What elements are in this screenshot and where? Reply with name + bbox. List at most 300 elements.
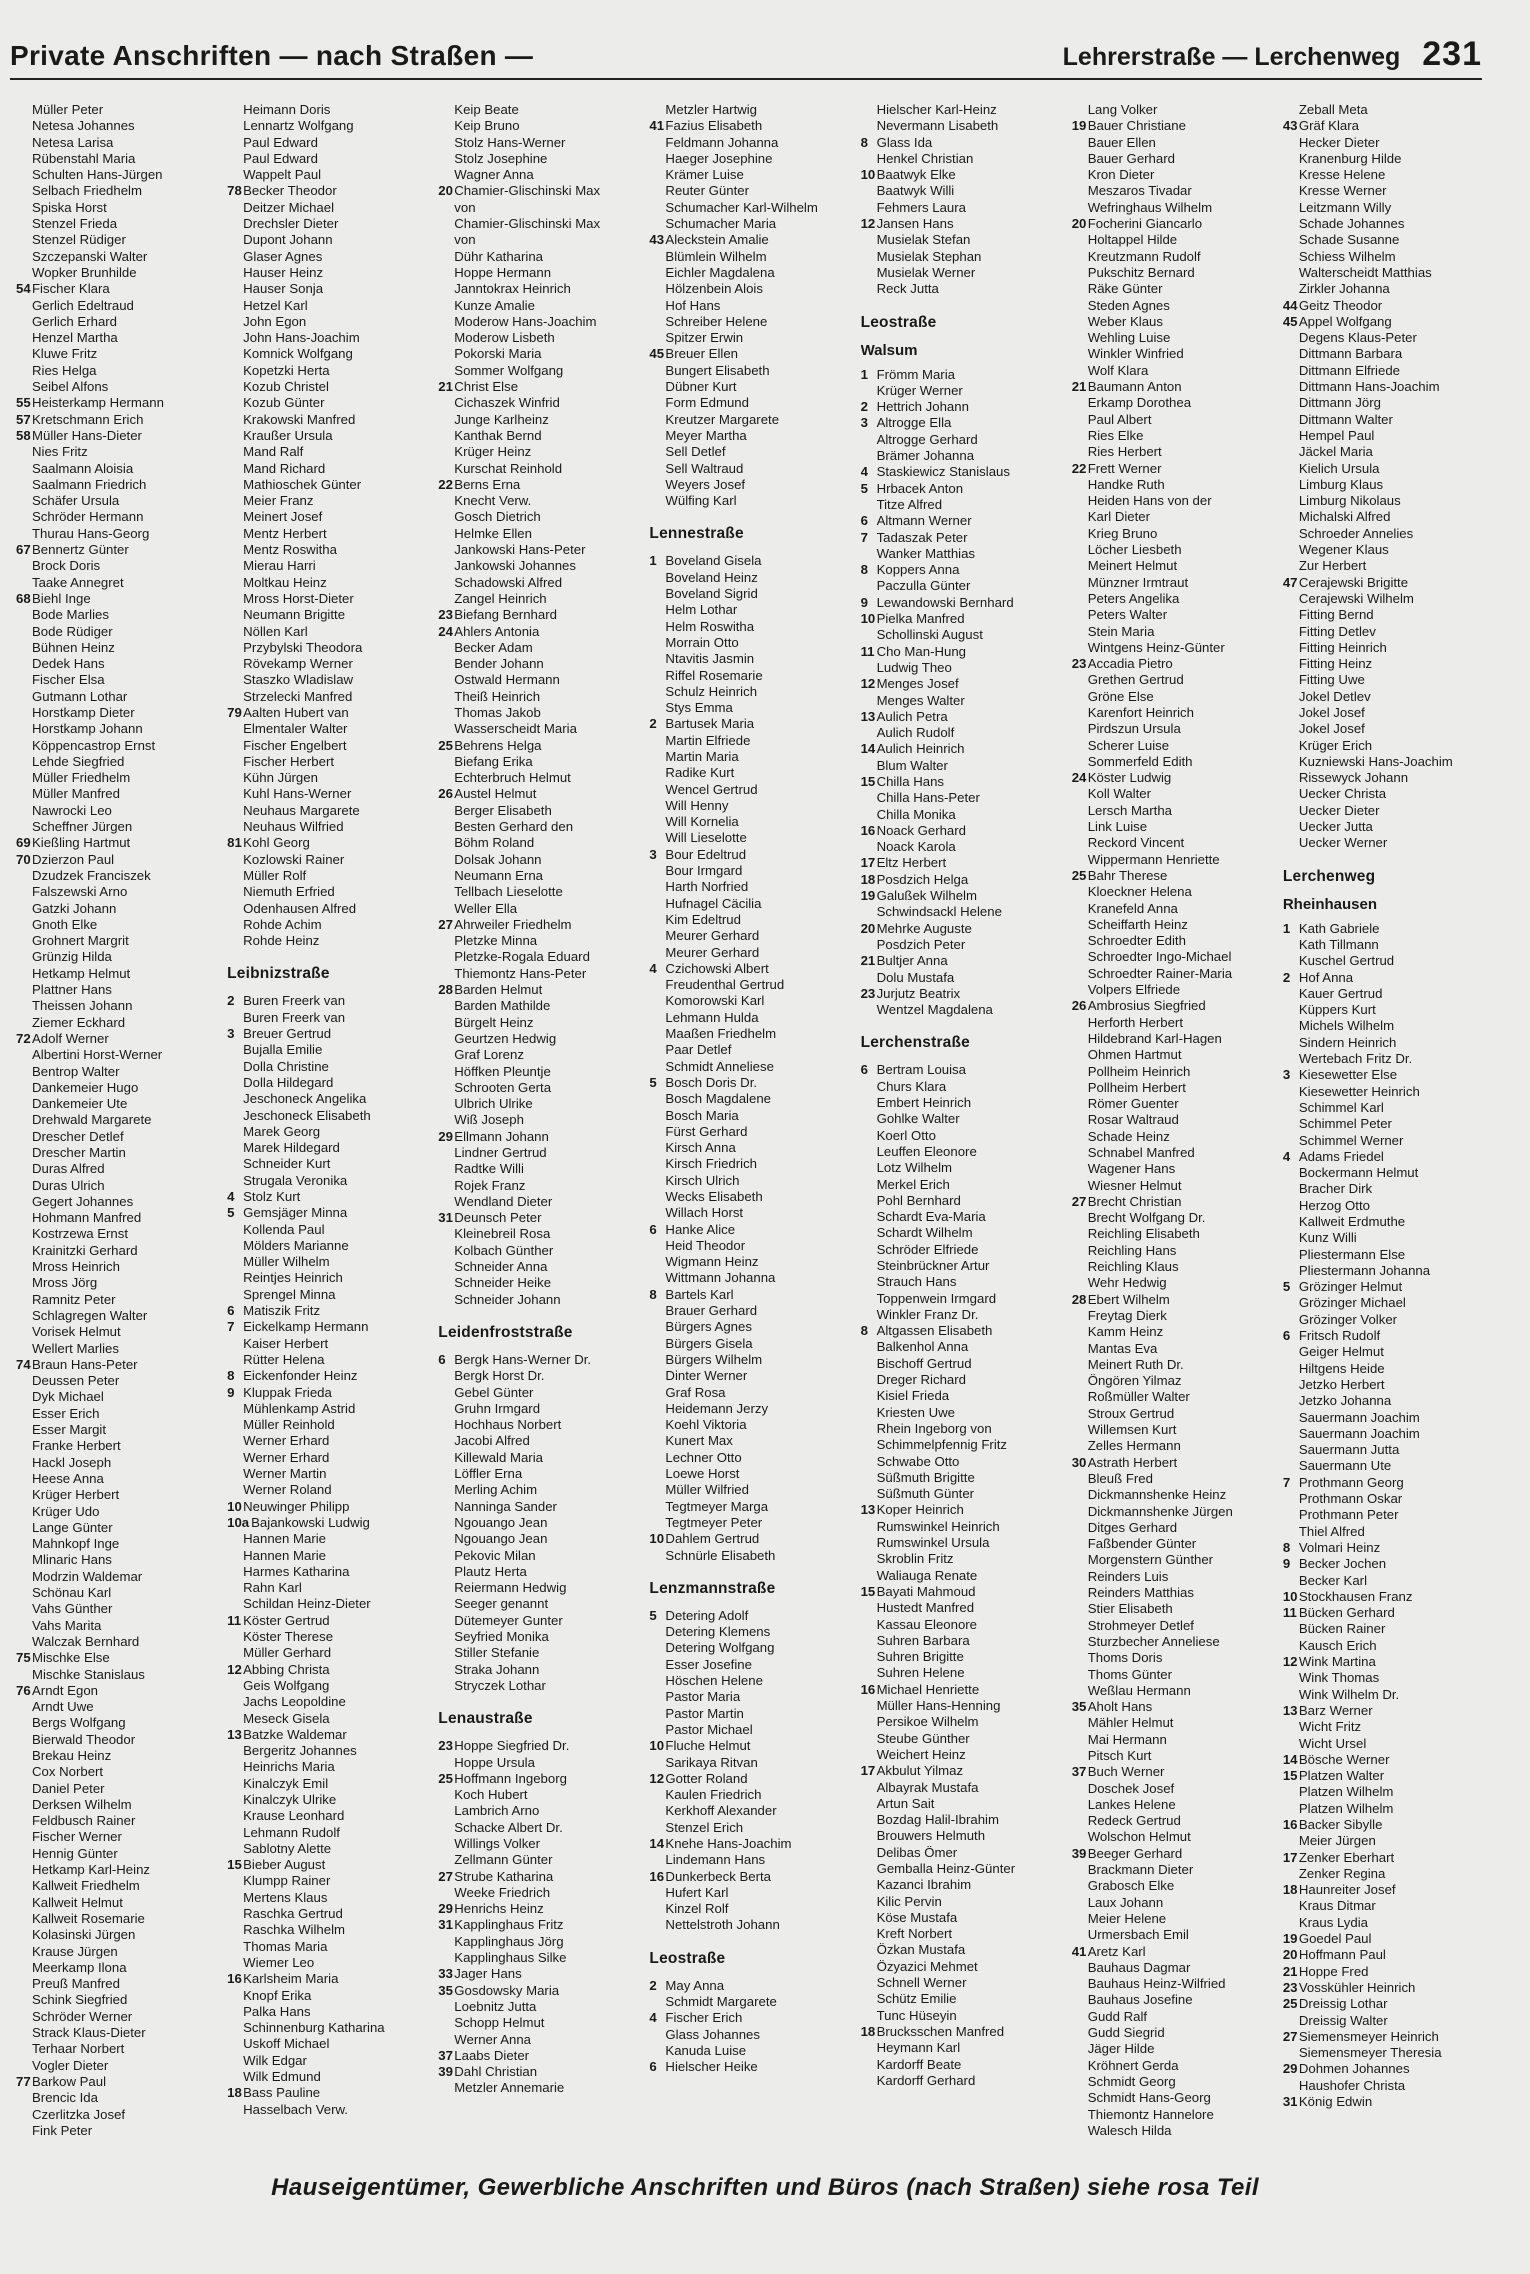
list-item (649, 1836, 852, 1852)
resident-name: Schwabe Otto (876, 1453, 960, 1469)
house-number (227, 1694, 243, 1710)
house-number (16, 265, 32, 281)
house-number (861, 1991, 877, 2007)
house-number (1072, 135, 1088, 151)
resident-name: Gebel Günter (454, 1384, 534, 1400)
list-item (1283, 281, 1486, 297)
house-number: 10 (649, 1738, 665, 1754)
house-number: 70 (16, 851, 31, 867)
list-item (16, 1618, 219, 1634)
house-number: 23 (438, 1738, 453, 1754)
list-item (1072, 1275, 1275, 1291)
list-item (1283, 803, 1486, 819)
resident-name: Michalski Alfred (1298, 509, 1391, 525)
house-number (1072, 901, 1088, 917)
resident-name: Schröder Elfriede (876, 1241, 979, 1257)
resident-name: Ngouango Jean (454, 1514, 548, 1530)
resident-name: Pastor Martin (665, 1705, 744, 1721)
list-item (649, 1336, 852, 1352)
resident-name: Heymann Karl (876, 2040, 961, 2056)
house-number (649, 151, 665, 167)
list-item (16, 575, 219, 591)
resident-name: Blum Walter (876, 757, 948, 773)
resident-name: Duras Ulrich (32, 1177, 105, 1193)
house-number (649, 1450, 665, 1466)
house-number (649, 1548, 665, 1564)
house-number (1072, 1438, 1088, 1454)
resident-name: Sindern Heinrich (1298, 1034, 1397, 1050)
list-item (1072, 542, 1275, 558)
house-number (1283, 953, 1299, 969)
list-item (649, 553, 852, 569)
house-number: 54 (16, 281, 31, 297)
house-number (861, 1372, 877, 1388)
resident-name: Brämer Johanna (876, 448, 975, 464)
resident-name: Schnell Werner (876, 1975, 967, 1991)
house-number (1072, 1715, 1088, 1731)
house-number (438, 1662, 454, 1678)
list-item (1072, 200, 1275, 216)
resident-name: Schiess Wilhelm (1298, 248, 1396, 264)
resident-name: Mölders Marianne (243, 1237, 349, 1253)
list-item (16, 102, 219, 118)
house-number (649, 2027, 665, 2043)
resident-name: Martin Maria (665, 748, 739, 764)
house-number (227, 1825, 243, 1841)
resident-name: Sommer Wolfgang (454, 362, 564, 378)
resident-name: Räke Günter (1087, 281, 1163, 297)
list-item (649, 1901, 852, 1917)
house-number (227, 395, 243, 411)
street-heading: Lerchenweg (1282, 867, 1376, 885)
resident-name: Dühr Katharina (454, 248, 543, 264)
house-number: 15 (1282, 1768, 1298, 1784)
resident-name: Kunze Amalie (454, 297, 535, 313)
house-number (227, 232, 243, 248)
resident-name: Werner Martin (243, 1466, 327, 1482)
resident-name: Rübenstahl Maria (32, 150, 136, 166)
house-number (227, 721, 243, 737)
house-number (1072, 363, 1088, 379)
house-number (1283, 937, 1299, 953)
resident-name: Brock Doris (32, 558, 101, 574)
list-item (1072, 1064, 1275, 1080)
list-item (649, 118, 852, 134)
list-item (16, 624, 219, 640)
house-number (1072, 2041, 1088, 2057)
resident-name: Vogler Dieter (32, 2057, 109, 2073)
resident-name: Schroedter Edith (1087, 933, 1186, 949)
resident-name: Koll Walter (1087, 786, 1151, 802)
house-number (1283, 1116, 1299, 1132)
house-number (227, 868, 243, 884)
house-number (16, 493, 32, 509)
list-item (649, 216, 852, 232)
resident-name: Pielka Manfred (876, 611, 965, 627)
house-number (861, 432, 877, 448)
list-item (227, 738, 430, 754)
list-item (1072, 1911, 1275, 1927)
list-item (16, 656, 219, 672)
resident-name: Stolz Josephine (454, 150, 548, 166)
list-item (1072, 1455, 1275, 1471)
resident-name: Dunkerbeck Berta (665, 1868, 771, 1884)
list-item (16, 1878, 219, 1894)
resident-name: Braun Hans-Peter (32, 1356, 138, 1372)
resident-name: Faßbender Günter (1087, 1536, 1197, 1552)
resident-name: Wagener Hans (1087, 1161, 1176, 1177)
resident-name: Dütemeyer Gunter (454, 1612, 563, 1628)
resident-name: Müller Wilfried (665, 1482, 749, 1498)
resident-name: Plattner Hans (32, 982, 112, 998)
house-number (227, 1922, 243, 1938)
list-item (1072, 1601, 1275, 1617)
house-number (649, 200, 665, 216)
house-number: 72 (16, 1030, 31, 1046)
list-item (1283, 1279, 1486, 1295)
resident-name: Deussen Peter (32, 1373, 120, 1389)
house-number (16, 1292, 32, 1308)
resident-name: Staszko Wladislaw (243, 672, 354, 688)
resident-name: Siemensmeyer Theresia (1298, 2045, 1442, 2061)
house-number: 20 (438, 183, 453, 199)
resident-name: Komnick Wolfgang (243, 346, 353, 362)
list-item (16, 1650, 219, 1666)
list-item (16, 1634, 219, 1650)
house-number (1072, 1504, 1088, 1520)
house-number: 25 (438, 1770, 453, 1786)
house-number (1072, 1976, 1088, 1992)
house-number (1283, 216, 1299, 232)
house-number: 4 (649, 2010, 657, 2026)
house-number (861, 1519, 877, 1535)
list-item (438, 526, 641, 542)
resident-name: Nies Fritz (32, 444, 88, 460)
resident-name: Prothmann Peter (1298, 1507, 1399, 1523)
resident-name: Kreutzer Margarete (665, 411, 780, 427)
resident-name: Kirsch Ulrich (665, 1172, 740, 1188)
resident-name: Mentz Roswitha (243, 542, 337, 558)
resident-name: Raschka Wilhelm (243, 1922, 346, 1938)
house-number (1283, 607, 1299, 623)
list-item (1072, 232, 1275, 248)
resident-name: Kiesewetter Heinrich (1298, 1083, 1420, 1099)
house-number: 43 (649, 232, 665, 248)
house-number (861, 1714, 877, 1730)
house-number (1072, 949, 1088, 965)
street-heading: Lennestraße (649, 525, 744, 543)
resident-name: Paul Edward (243, 134, 318, 150)
house-number: 39 (1071, 1845, 1087, 1861)
house-number (227, 819, 243, 835)
resident-name: Mertens Klaus (243, 1889, 328, 1905)
resident-name: Jetzko Johanna (1298, 1393, 1392, 1409)
resident-name: Persikoe Wilhelm (876, 1714, 979, 1730)
house-number (227, 2069, 243, 2085)
resident-name: Jankowski Hans-Peter (454, 542, 586, 558)
list-item (1283, 1752, 1486, 1768)
house-number: 44 (1282, 297, 1298, 313)
directory-column (1283, 102, 1486, 2152)
resident-name: Nöllen Karl (243, 623, 308, 639)
house-number (227, 135, 243, 151)
house-number (16, 1992, 32, 2008)
resident-name: Glass Ida (876, 134, 933, 150)
list-item (227, 770, 430, 786)
resident-name: Staskiewicz Stanislaus (876, 464, 1010, 480)
list-item (649, 1640, 852, 1656)
list-item (649, 1189, 852, 1205)
list-item (1283, 986, 1486, 1002)
list-item (861, 904, 1064, 920)
list-item (438, 477, 641, 493)
list-item (861, 1128, 1064, 1144)
list-item (1072, 982, 1275, 998)
list-item (1072, 2025, 1275, 2041)
list-item (438, 738, 641, 754)
list-item (861, 399, 1064, 415)
house-number (16, 1096, 32, 1112)
house-number: 29 (438, 1128, 453, 1144)
list-item (1283, 1882, 1486, 1898)
list-item (438, 1015, 641, 1031)
resident-name: Schollinski August (876, 627, 983, 643)
house-number (438, 1450, 454, 1466)
resident-name: Schardt Eva-Maria (876, 1209, 986, 1225)
resident-name: Prothmann Georg (1298, 1474, 1404, 1490)
resident-name: Ulbrich Ulrike (454, 1096, 533, 1112)
list-item (438, 1080, 641, 1096)
house-number (861, 1079, 877, 1095)
house-number (649, 216, 665, 232)
list-item (227, 1613, 430, 1629)
list-item (1283, 314, 1486, 330)
list-item (16, 1438, 219, 1454)
house-number (649, 635, 665, 651)
house-number (861, 1486, 877, 1502)
list-item (861, 1910, 1064, 1926)
list-item (861, 1682, 1064, 1698)
resident-name: Mischke Else (32, 1650, 110, 1666)
resident-name: Meier Helene (1087, 1910, 1167, 1926)
list-item (1072, 933, 1275, 949)
house-number (1283, 281, 1299, 297)
house-number (1283, 1133, 1299, 1149)
house-number (16, 1341, 32, 1357)
list-item (861, 758, 1064, 774)
list-item (1283, 1230, 1486, 1246)
house-number: 5 (227, 1205, 235, 1221)
resident-name: Noack Gerhard (876, 822, 966, 838)
resident-name: Sauermann Joachim (1298, 1409, 1420, 1425)
list-item (1283, 1719, 1486, 1735)
house-number (438, 933, 454, 949)
list-item (1072, 1878, 1275, 1894)
resident-name: Rosar Waltraud (1087, 1112, 1179, 1128)
house-number (1072, 1829, 1088, 1845)
resident-name: Bartels Karl (665, 1286, 734, 1302)
resident-name: Posdzich Helga (876, 871, 969, 887)
list-item (227, 1352, 430, 1368)
resident-name: Dittmann Barbara (1298, 346, 1403, 362)
house-number (861, 758, 877, 774)
resident-name: Bass Pauline (243, 2085, 321, 2101)
resident-name: von (454, 232, 476, 248)
house-number (16, 1210, 32, 1226)
list-item (438, 167, 641, 183)
house-number (438, 721, 454, 737)
house-number (227, 1841, 243, 1857)
list-item (227, 689, 430, 705)
resident-name: Theissen Johann (32, 998, 133, 1014)
house-number (227, 1580, 243, 1596)
resident-name: Szczepanski Walter (32, 248, 148, 264)
resident-name: Terhaar Norbert (32, 2041, 125, 2057)
list-item (227, 819, 430, 835)
list-item (16, 754, 219, 770)
resident-name: Wilk Edgar (243, 2052, 307, 2068)
resident-name: Link Luise (1087, 819, 1148, 835)
resident-name: Radtke Willi (454, 1161, 524, 1177)
list-item (1283, 1654, 1486, 1670)
resident-name: Wülfing Karl (665, 493, 737, 509)
house-number (1283, 1638, 1299, 1654)
house-number (1072, 1536, 1088, 1552)
resident-name: Bosch Maria (665, 1107, 739, 1123)
list-item (227, 1222, 430, 1238)
house-number (1283, 819, 1299, 835)
resident-name: Focherini Giancarlo (1087, 216, 1203, 232)
resident-name: Musielak Stefan (876, 232, 971, 248)
house-number: 5 (649, 1607, 657, 1623)
house-number: 17 (1282, 1849, 1298, 1865)
resident-name: Bracher Dirk (1298, 1181, 1373, 1197)
list-item (16, 1031, 219, 1047)
resident-name: Lindemann Hans (665, 1852, 766, 1868)
resident-name: Helm Lothar (665, 602, 738, 618)
house-number (861, 1910, 877, 1926)
list-item (16, 852, 219, 868)
list-item (227, 216, 430, 232)
resident-name: Rohde Heinz (243, 933, 320, 949)
house-number (861, 1975, 877, 1991)
list-item (649, 977, 852, 993)
resident-name: Stiller Stefanie (454, 1645, 540, 1661)
list-item (227, 1548, 430, 1564)
list-item (16, 689, 219, 705)
list-item (227, 151, 430, 167)
list-item (438, 1836, 641, 1852)
resident-name: Gohlke Walter (876, 1111, 960, 1127)
list-item (1072, 314, 1275, 330)
resident-name: Bühnen Heinz (32, 639, 115, 655)
list-item (227, 1596, 430, 1612)
list-item (861, 1633, 1064, 1649)
list-item (16, 1829, 219, 1845)
resident-name: Schade Susanne (1298, 232, 1400, 248)
resident-name: Bosch Magdalene (665, 1091, 771, 1107)
house-number (1283, 1866, 1299, 1882)
resident-name: Sablotny Alette (243, 1840, 332, 1856)
house-number (16, 461, 32, 477)
resident-name: Drehwald Margarete (32, 1112, 152, 1128)
house-number (227, 1466, 243, 1482)
house-number (649, 1042, 665, 1058)
house-number (1283, 1230, 1299, 1246)
house-number (16, 1927, 32, 1943)
resident-name: Schadowski Alfred (454, 574, 563, 590)
house-number (649, 1640, 665, 1656)
list-item (438, 1645, 641, 1661)
house-number (861, 183, 877, 199)
house-number (1283, 526, 1299, 542)
house-number (16, 1324, 32, 1340)
list-item (1072, 1960, 1275, 1976)
resident-name: Bücken Gerhard (1298, 1605, 1395, 1621)
house-number (438, 526, 454, 542)
house-number (1072, 2123, 1088, 2139)
resident-name: Dahlem Gertrud (665, 1531, 760, 1547)
list-item (1283, 395, 1486, 411)
house-number: 81 (227, 835, 242, 851)
resident-name: Heidemann Jerzy (665, 1400, 769, 1416)
list-item (1072, 526, 1275, 542)
list-item (649, 395, 852, 411)
list-item (16, 1161, 219, 1177)
list-item (16, 428, 219, 444)
list-item (649, 651, 852, 667)
list-item (1072, 819, 1275, 835)
resident-name: Ahlers Antonia (454, 623, 540, 639)
house-number (227, 2102, 243, 2118)
list-item (861, 383, 1064, 399)
house-number (1072, 444, 1088, 460)
resident-name: Form Edmund (665, 395, 749, 411)
house-number (438, 803, 454, 819)
resident-name: Neuwinger Philipp (243, 1498, 350, 1514)
resident-name: Kreft Norbert (876, 1926, 953, 1942)
house-number (1072, 1031, 1088, 1047)
list-item (227, 624, 430, 640)
resident-name: Elmentaler Walter (243, 721, 348, 737)
resident-name: Dzudzek Franciszek (32, 867, 151, 883)
house-number (16, 2025, 32, 2041)
house-number (438, 1564, 454, 1580)
list-item (649, 586, 852, 602)
list-item (16, 786, 219, 802)
list-item (861, 872, 1064, 888)
house-number (1283, 1361, 1299, 1377)
house-number (649, 1108, 665, 1124)
house-number (1283, 1035, 1299, 1051)
resident-name: Keip Bruno (454, 118, 520, 134)
house-number (438, 656, 454, 672)
house-number (227, 1743, 243, 1759)
list-item (227, 1059, 430, 1075)
list-item (1072, 1927, 1275, 1943)
resident-name: Winkler Franz Dr. (876, 1306, 979, 1322)
resident-name: Geis Wolfgang (243, 1677, 330, 1693)
house-number (649, 102, 665, 118)
resident-name: Ries Helga (32, 362, 97, 378)
list-item (1283, 921, 1486, 937)
list-item (16, 1552, 219, 1568)
list-item (1072, 281, 1275, 297)
resident-name: Brucksschen Manfred (876, 2023, 1005, 2039)
resident-name: Tegtmeyer Marga (665, 1498, 769, 1514)
house-number (438, 1178, 454, 1194)
list-item (438, 770, 641, 786)
